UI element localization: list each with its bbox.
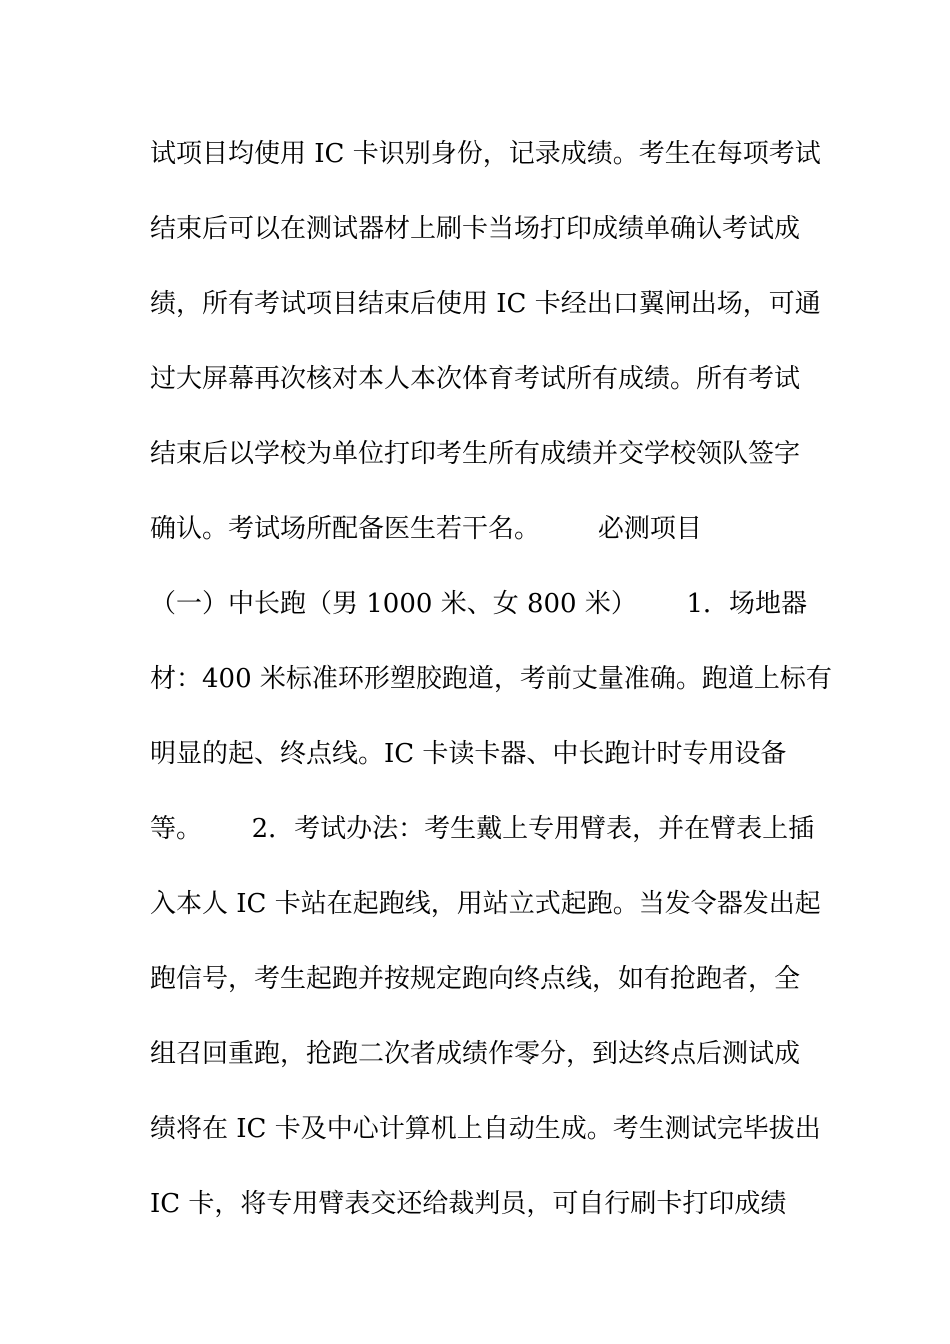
text-line-5: 结束后以学校为单位打印考生所有成绩并交学校领队签字 bbox=[150, 439, 801, 469]
text-line-15: IC 卡，将专用臂表交还给裁判员，可自行刷卡打印成绩 bbox=[150, 1189, 787, 1219]
text-line-1: 试项目均使用 IC 卡识别身份，记录成绩。考生在每项考试 bbox=[150, 139, 821, 169]
text-line-4: 过大屏幕再次核对本人本次体育考试所有成绩。所有考试 bbox=[150, 364, 801, 394]
text-line-10: 等。 2．考试办法：考生戴上专用臂表，并在臂表上插 bbox=[150, 814, 815, 844]
text-line-2: 结束后可以在测试器材上刷卡当场打印成绩单确认考试成 bbox=[150, 214, 801, 244]
text-line-13: 组召回重跑，抢跑二次者成绩作零分，到达终点后测试成 bbox=[150, 1039, 801, 1069]
text-line-7: （一）中长跑（男 1000 米、女 800 米） 1．场地器 bbox=[150, 589, 807, 619]
text-line-9: 明显的起、终点线。IC 卡读卡器、中长跑计时专用设备 bbox=[150, 739, 787, 769]
text-line-11: 入本人 IC 卡站在起跑线，用站立式起跑。当发令器发出起 bbox=[150, 889, 821, 919]
text-line-8: 材：400 米标准环形塑胶跑道，考前丈量准确。跑道上标有 bbox=[150, 664, 832, 694]
text-line-3: 绩，所有考试项目结束后使用 IC 卡经出口翼闸出场，可通 bbox=[150, 289, 821, 319]
text-line-12: 跑信号，考生起跑并按规定跑向终点线，如有抢跑者，全 bbox=[150, 964, 801, 994]
text-line-14: 绩将在 IC 卡及中心计算机上自动生成。考生测试完毕拔出 bbox=[150, 1114, 821, 1144]
body-text bbox=[150, 128, 830, 1253]
text-line-6: 确认。考试场所配备医生若干名。 必测项目 bbox=[150, 514, 702, 544]
